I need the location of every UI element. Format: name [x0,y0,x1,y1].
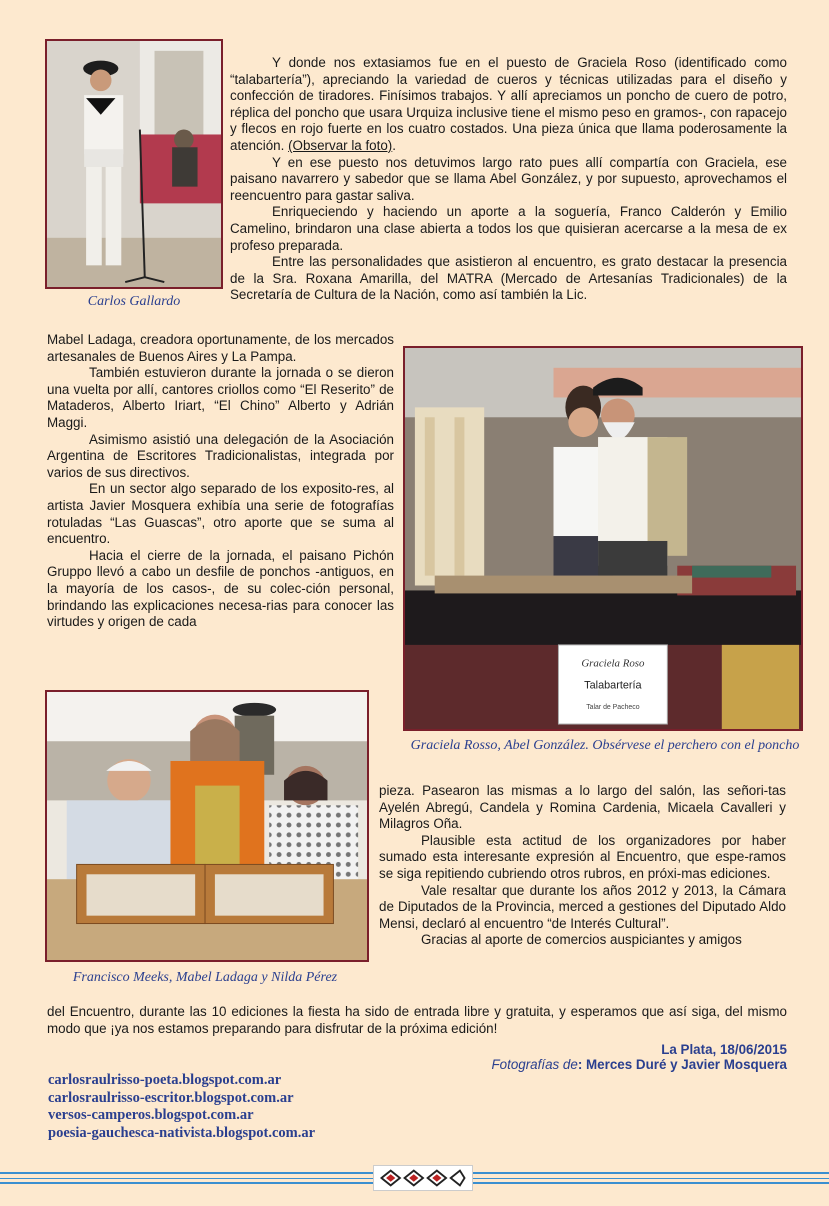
paragraph-8-continued: pieza. Pasearon las mismas a lo largo del salón, las señori-tas Ayelén Abregú, Candela y Romina Cardenia, Micaela Cavalleri y Milagros Oña. [379,783,786,832]
signature [491,1042,787,1072]
article-right-column [379,783,786,949]
caption-graciela-rosso: Graciela Rosso, Abel González. Obsérvese el perchero con el poncho [410,738,800,753]
paragraph-9: Plausible esta actitud de los organizadores por haber sumado esta interesante expresión al Encuentro, que espe-ramos se siga repitiendo cubriendo otros rubros, en próxi-mas ediciones. [379,832,786,881]
paragraph-5: También estuvieron durante la jornada o se dieron una vuelta por allí, cantores criollos como “El Reserito” de Mataderos, Alberto Iriart, “El Chino” Alberto y Adrián Maggi. [47,365,394,430]
caption-francisco-meeks: Francisco Meeks, Mabel Ladaga y Nilda Pérez [72,970,338,985]
photo-credits-names: Merces Duré y Javier Mosquera [586,1057,787,1072]
photo-credits-label: Fotografías de [491,1057,578,1072]
paragraph-8: Hacia el cierre de la jornada, el paisano Pichón Gruppo llevó a cabo un desfile de ponchos -antiguos, en la mayoría de los casos-, de su colec-ción personal, brindando las explicaciones necesa-rias para conocer las virtudes y origen de cada [47,547,394,630]
blog-link[interactable]: carlosraulrisso-escritor.blogspot.com.ar [48,1089,294,1106]
photo-graciela-rosso [403,346,803,731]
photo-credits-separator: : [577,1057,587,1072]
paragraph-3: Enriqueciendo y haciendo un aporte a la soguería, Franco Calderón y Emilio Camelino, brindaron una clase abierta a todos los que quisieran acercarse a la mesa de ex profeso preparada. [230,204,787,253]
pampa-ornament-icon [373,1165,473,1191]
graciela-sign-line3: Talar de Pacheco [586,704,640,712]
paragraph-4-continued: Mabel Ladaga, creadora oportunamente, de los mercados artesanales de Buenos Aires y La Pampa. [47,332,394,364]
blog-link[interactable]: versos-camperos.blogspot.com.ar [48,1107,254,1124]
graciela-sign-line1: Graciela Roso [581,657,645,670]
article-closing [47,1004,787,1037]
paragraph-11-start: Gracias al aporte de comercios auspiciantes y amigos [421,932,742,948]
photo-carlos-gallardo [45,39,223,289]
paragraph-10: Vale resaltar que durante los años 2012 y 2013, la Cámara de Diputados de la Provincia, merced a gestiones del Diputado Aldo Mensi, declaró al encuentro “de Interés Cultural”. [379,882,786,931]
graciela-sign-line2: Talabartería [584,679,642,692]
photo-credits [491,1057,787,1072]
observe-photo-link[interactable]: (Observar la foto) [288,137,393,153]
photo-francisco-meeks [45,690,369,962]
blog-link[interactable]: carlosraulrisso-poeta.blogspot.com.ar [48,1072,282,1088]
paragraph-2: Y en ese puesto nos detuvimos largo rato pues allí compartía con Graciela, ese paisano navarrero y sabedor que se llama Abel González, y por supuesto, aprovechamos el reencuentro para gastar saliva. [230,154,787,203]
paragraph-11-end: del Encuentro, durante las 10 ediciones la fiesta ha sido de entrada libre y gratuita, y esperamos que así siga, del mismo modo que ¡ya nos estamos preparando para disfrutar de la próxima edición! [47,1004,787,1036]
blog-link[interactable]: poesia-gauchesca-nativista.blogspot.com.ar [48,1124,316,1141]
blog-links [48,1072,315,1142]
paragraph-4: Entre las personalidades que asistieron al encuentro, es grato destacar la presencia de la Sra. Roxana Amarilla, del MATRA (Mercado de Artesanías Tradicionales) de la Secretaría de Cultura de la Nación, como así también la Lic. [230,254,787,303]
paragraph-6: Asimismo asistió una delegación de la Asociación Argentina de Escritores Tradicionalistas, integrada por varios de sus directivos. [47,431,394,480]
article-top-block [230,55,787,304]
article-left-column [47,332,394,631]
paragraph-7: En un sector algo separado de los exposito-res, al artista Javier Mosquera exhibía una serie de fotografías rotuladas “Las Guascas”, otro aporte que se suma al encuentro. [47,481,394,547]
paragraph-1: Y donde nos extasiamos fue en el puesto de Graciela Roso (identificado como “talabartería”), apreciando la variedad de cueros y técnicas utilizadas para el diseño y confección de tiradores. Finísimos trabajos. Y allí apreciamos un poncho de cuero de potro, réplica del poncho que usara Urquiza inclusive tiene el mismo peso en gramos-, con rapacejo y flecos en rojo fuerte en los cuatro costados. Una pieza única que llama poderosamente la atención. (Observar la foto). [230,55,787,153]
place-date: La Plata, 18/06/2015 [661,1042,787,1057]
caption-carlos-gallardo: Carlos Gallardo [87,294,181,309]
